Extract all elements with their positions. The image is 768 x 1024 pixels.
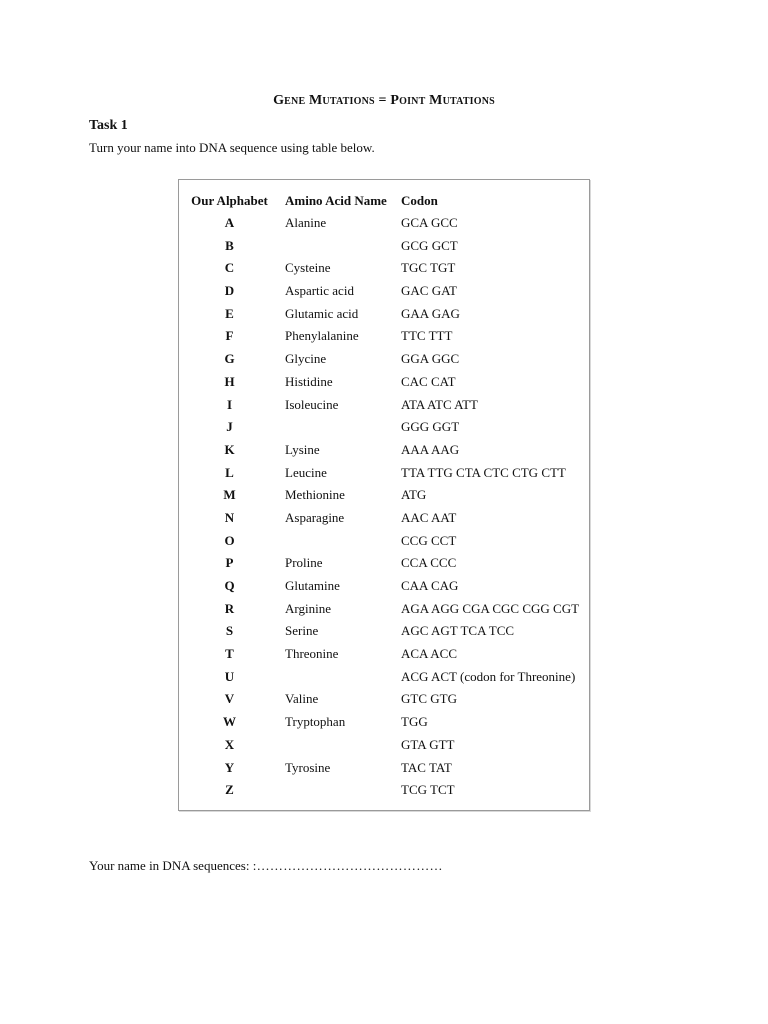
codon-cell: TCG TCT [401,782,455,798]
letter-cell: N [224,509,235,525]
amino-acid-cell: Threonine [285,646,339,662]
table-row [179,487,589,510]
answer-blank: :…………………………………… [252,858,443,873]
amino-acid-cell: Valine [285,691,319,707]
table-row [179,215,589,238]
codon-cell: ATA ATC ATT [401,396,478,412]
codon-cell: TAC TAT [401,759,452,775]
codon-cell: CAC CAT [401,373,456,389]
letter-cell: P [225,555,234,571]
codon-table [178,179,590,811]
codon-cell: CCG CCT [401,532,457,548]
amino-acid-cell: Serine [285,623,319,639]
task-heading: Task 1 [89,118,128,133]
table-row [179,238,589,261]
table-row [179,465,589,488]
letter-cell: L [225,464,234,480]
codon-cell: GTC GTG [401,691,457,707]
amino-acid-cell: Tyrosine [285,759,331,775]
table-row [179,351,589,374]
codon-cell: GAA GAG [401,305,460,321]
table-row [179,578,589,601]
table-row [179,510,589,533]
codon-cell: ACG ACT (codon for Threonine) [401,668,576,684]
header-our-alphabet: Our Alphabet [191,193,268,208]
letter-cell: J [226,419,233,435]
letter-cell: M [223,487,236,503]
table-row [179,533,589,556]
amino-acid-cell: Lysine [285,441,320,457]
letter-cell: A [224,215,235,230]
table-row [179,760,589,783]
codon-cell: GAC GAT [401,283,457,299]
amino-acid-cell: Alanine [285,215,327,230]
table-row [179,419,589,442]
codon-cell: GCA GCC [401,215,458,230]
letter-cell: Q [224,578,235,593]
table-header-row [179,193,589,211]
codon-cell: TTA TTG CTA CTC CTG CTT [401,464,566,480]
amino-acid-cell: Leucine [285,464,327,480]
amino-acid-cell: Arginine [285,600,331,616]
amino-acid-cell: Proline [285,555,323,571]
amino-acid-cell: Glutamine [285,578,340,593]
amino-acid-cell: Tryptophan [285,714,346,730]
letter-cell: G [224,351,235,367]
codon-cell: GGA GGC [401,351,460,367]
table-body [179,215,589,805]
page-title: Gene Mutations = Point Mutations [273,93,495,108]
codon-cell: GTA GTT [401,736,455,752]
codon-cell: ACA ACC [401,646,457,662]
amino-acid-cell: Glutamic acid [285,305,359,321]
table-row [179,283,589,306]
codon-cell: CAA CAG [401,578,459,593]
codon-cell: AAA AAG [401,441,460,457]
table-row [179,782,589,805]
table-row [179,669,589,692]
letter-cell: U [224,668,235,684]
table-row [179,714,589,737]
letter-cell: D [224,283,235,299]
letter-cell: E [225,305,234,321]
amino-acid-cell: Methionine [285,487,345,503]
codon-cell: ATG [401,487,427,503]
table-row [179,737,589,760]
codon-cell: TGG [401,714,428,730]
amino-acid-cell: Cysteine [285,260,331,276]
codon-cell: AAC AAT [401,509,457,525]
table-row [179,623,589,646]
amino-acid-cell: Asparagine [285,509,345,525]
amino-acid-cell: Histidine [285,373,333,389]
name-dna-answer-line [89,858,443,874]
header-amino-acid-name: Amino Acid Name [285,193,387,208]
letter-cell: O [224,532,235,548]
answer-label: Your name in DNA sequences: [89,858,253,873]
letter-cell: C [224,260,235,276]
letter-cell: X [224,736,235,752]
task-instruction: Turn your name into DNA sequence using table below. [89,140,375,155]
table-row [179,328,589,351]
table-row [179,397,589,420]
codon-cell: GCG GCT [401,237,458,253]
amino-acid-cell: Glycine [285,351,327,367]
amino-acid-cell: Isoleucine [285,396,339,412]
codon-cell: CCA CCC [401,555,457,571]
codon-cell: TGC TGT [401,260,456,276]
table-row [179,306,589,329]
letter-cell: S [225,623,234,639]
table-row [179,260,589,283]
header-codon: Codon [401,193,438,208]
letter-cell: F [225,328,234,344]
letter-cell: Z [225,782,234,798]
letter-cell: T [225,646,234,662]
table-row [179,555,589,578]
table-row [179,442,589,465]
amino-acid-cell: Phenylalanine [285,328,359,344]
codon-cell: GGG GGT [401,419,460,435]
table-row [179,646,589,669]
letter-cell: H [224,373,235,389]
table-row [179,601,589,624]
letter-cell: R [224,600,235,616]
codon-cell: TTC TTT [401,328,453,344]
codon-cell: AGC AGT TCA TCC [401,623,515,639]
letter-cell: Y [224,759,235,775]
letter-cell: K [224,441,235,457]
amino-acid-cell: Aspartic acid [285,283,354,299]
table-row [179,691,589,714]
letter-cell: W [223,714,236,730]
letter-cell: I [226,396,233,412]
letter-cell: V [224,691,235,707]
table-row [179,374,589,397]
letter-cell: B [225,237,234,253]
codon-cell: AGA AGG CGA CGC CGG CGT [401,600,580,616]
